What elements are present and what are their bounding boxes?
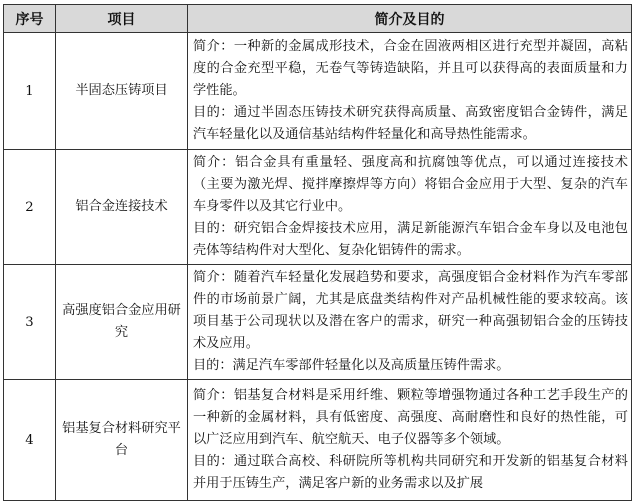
row-index: 3 xyxy=(4,265,56,380)
row-intro: 简介：一种新的金属成形技术，合金在固液两相区进行充型并凝固，高粘度的合金充型平稳，无卷气等铸造缺陷，并且可以获得高的表面质量和力学性能。 xyxy=(193,39,628,98)
row-description xyxy=(188,265,632,380)
header-index: 序号 xyxy=(4,5,56,33)
table-row xyxy=(4,265,632,380)
row-index: 1 xyxy=(4,33,56,150)
row-purpose: 目的：满足汽车零部件轻量化以及高质量压铸件需求。 xyxy=(193,358,510,373)
row-description xyxy=(188,150,632,265)
row-intro: 简介：铝基复合材料是采用纤维、颗粒等增强物通过各种工艺手段生产的一种新的金属材料，具有低密度、高强度、高耐磨性和良好的热性能，可以广泛应用到汽车、航空航天、电子仪器等多个领域。 xyxy=(193,388,628,447)
row-index: 2 xyxy=(4,150,56,265)
table-row xyxy=(4,33,632,150)
row-purpose: 目的：通过半固态压铸技术研究获得高质量、高致密度铝合金铸件，满足汽车轻量化以及通信基站结构件轻量化和高导热性能需求。 xyxy=(193,105,628,142)
projects-table xyxy=(3,4,632,501)
row-description xyxy=(188,380,632,501)
row-purpose: 目的：通过联合高校、科研院所等机构共同研究和开发新的铝基复合材料并用于压铸生产，满足客户新的业务需求以及扩展 xyxy=(193,454,628,491)
row-intro: 简介：铝合金具有重量轻、强度高和抗腐蚀等优点，可以通过连接技术（主要为激光焊、搅拌摩擦焊等方向）将铝合金应用于大型、复杂的汽车车身零件以及其它行业中。 xyxy=(193,155,628,214)
table-row xyxy=(4,150,632,265)
row-index: 4 xyxy=(4,380,56,501)
header-project: 项目 xyxy=(56,5,188,33)
row-purpose: 目的：研究铝合金焊接技术应用，满足新能源汽车铝合金车身以及电池包壳体等结构件对大型化、复杂化铝铸件的需求。 xyxy=(193,221,628,258)
row-intro: 简介：随着汽车轻量化发展趋势和要求，高强度铝合金材料作为汽车零部件的市场前景广阔，尤其是底盘类结构件对产品机械性能的要求较高。该项目基于公司现状以及潜在客户的需求，研究一种高强韧铝合金的压铸技术及应用。 xyxy=(193,270,628,351)
row-project: 铝合金连接技术 xyxy=(56,150,188,265)
row-project: 半固态压铸项目 xyxy=(56,33,188,150)
row-description xyxy=(188,33,632,150)
row-project: 铝基复合材料研究平台 xyxy=(56,380,188,501)
row-project: 高强度铝合金应用研究 xyxy=(56,265,188,380)
header-row xyxy=(4,5,632,33)
header-description: 简介及目的 xyxy=(188,5,632,33)
table-row xyxy=(4,380,632,501)
